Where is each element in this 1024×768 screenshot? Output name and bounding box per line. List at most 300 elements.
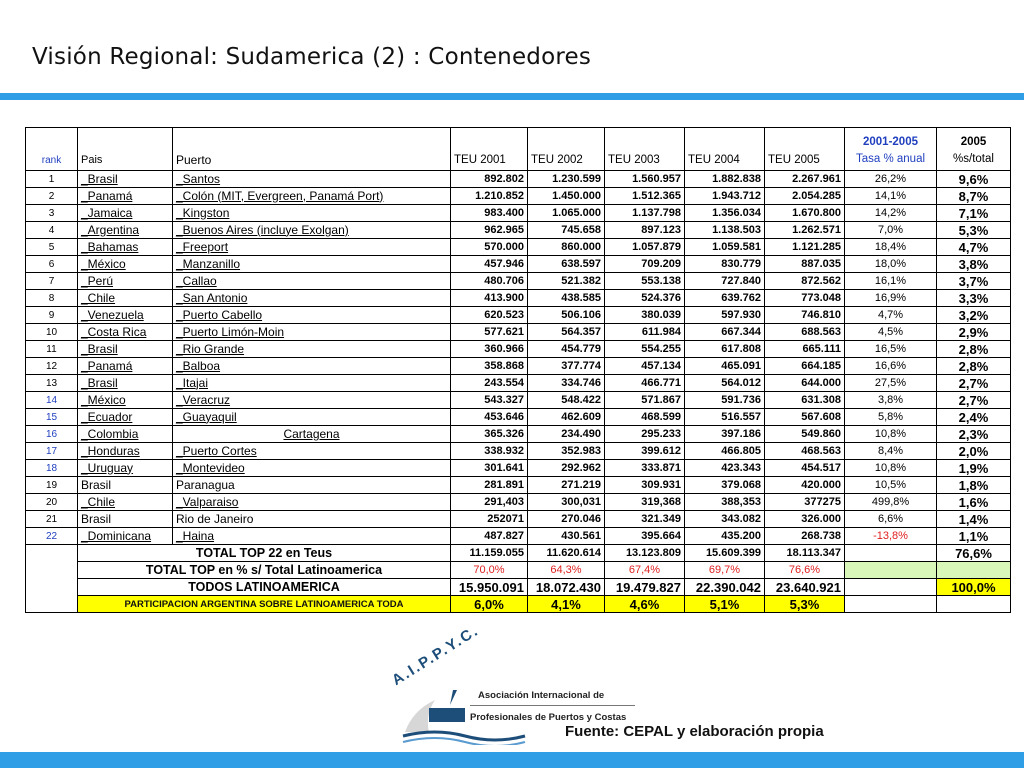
teu-2004-cell: 1.356.034 xyxy=(685,205,765,222)
port-cell: _Puerto Cortes xyxy=(173,443,451,460)
teu-2001-cell: 480.706 xyxy=(451,273,528,290)
teu-2002-cell: 1.065.000 xyxy=(528,205,605,222)
table-row xyxy=(26,477,1011,494)
header-pais: Pais xyxy=(78,128,173,171)
header-rank: rank xyxy=(26,128,78,171)
teu-2003-cell: 466.771 xyxy=(605,375,685,392)
total-latam-share: 100,0% xyxy=(937,579,1011,596)
teu-2002-cell: 352.983 xyxy=(528,443,605,460)
teu-2003-cell: 333.871 xyxy=(605,460,685,477)
growth-rate-cell: 7,0% xyxy=(845,222,937,239)
country-cell: _Honduras xyxy=(78,443,173,460)
growth-rate-cell: 18,4% xyxy=(845,239,937,256)
teu-2001-cell: 291,403 xyxy=(451,494,528,511)
teu-2002-cell: 548.422 xyxy=(528,392,605,409)
teu-2002-cell: 564.357 xyxy=(528,324,605,341)
teu-2005-cell: 773.048 xyxy=(765,290,845,307)
logo-line1: Asociación Internacional de xyxy=(478,690,605,701)
table-row xyxy=(26,290,1011,307)
header-tasa-years: 2001-2005 xyxy=(863,136,918,148)
teu-2002-cell: 270.046 xyxy=(528,511,605,528)
teu-2004-cell: 379.068 xyxy=(685,477,765,494)
growth-rate-cell: 8,4% xyxy=(845,443,937,460)
teu-2001-cell: 457.946 xyxy=(451,256,528,273)
total-latam-2004: 22.390.042 xyxy=(685,579,765,596)
total-pct-green-cell xyxy=(937,562,1011,579)
teu-2003-cell: 1.560.957 xyxy=(605,171,685,188)
rank-cell: 20 xyxy=(26,494,78,511)
teu-2002-cell: 462.609 xyxy=(528,409,605,426)
total-pct-2001: 70,0% xyxy=(451,562,528,579)
teu-2002-cell: 1.230.599 xyxy=(528,171,605,188)
port-cell: _Buenos Aires (incluye Exolgan) xyxy=(173,222,451,239)
table-row xyxy=(26,324,1011,341)
share-cell: 2,9% xyxy=(937,324,1011,341)
port-cell: _Manzanillo xyxy=(173,256,451,273)
share-cell: 2,0% xyxy=(937,443,1011,460)
teu-2005-cell: 664.185 xyxy=(765,358,845,375)
share-cell: 5,3% xyxy=(937,222,1011,239)
logo-arc-text: A.I.P.P.Y.C. xyxy=(388,621,483,689)
rank-cell: 22 xyxy=(26,528,78,545)
header-share xyxy=(937,128,1011,171)
header-teu-2001: TEU 2001 xyxy=(451,128,528,171)
teu-2005-cell: 631.308 xyxy=(765,392,845,409)
growth-rate-cell: 16,1% xyxy=(845,273,937,290)
teu-2003-cell: 399.612 xyxy=(605,443,685,460)
share-cell: 2,8% xyxy=(937,341,1011,358)
growth-rate-cell: 10,5% xyxy=(845,477,937,494)
country-cell: _Colombia xyxy=(78,426,173,443)
table-row xyxy=(26,273,1011,290)
teu-2001-cell: 983.400 xyxy=(451,205,528,222)
growth-rate-cell: 10,8% xyxy=(845,460,937,477)
total-pct-2004: 69,7% xyxy=(685,562,765,579)
teu-2003-cell: 395.664 xyxy=(605,528,685,545)
argentina-share-2004: 5,1% xyxy=(685,596,765,613)
growth-rate-cell: 26,2% xyxy=(845,171,937,188)
rank-cell: 1 xyxy=(26,171,78,188)
rank-cell: 6 xyxy=(26,256,78,273)
teu-2004-cell: 1.138.503 xyxy=(685,222,765,239)
teu-2003-cell: 1.137.798 xyxy=(605,205,685,222)
share-cell: 3,8% xyxy=(937,256,1011,273)
table-row xyxy=(26,188,1011,205)
total-latam-label: TODOS LATINOAMERICA xyxy=(78,579,451,596)
teu-2001-cell: 413.900 xyxy=(451,290,528,307)
rank-cell: 2 xyxy=(26,188,78,205)
table-row xyxy=(26,307,1011,324)
share-cell: 3,3% xyxy=(937,290,1011,307)
teu-2004-cell: 617.808 xyxy=(685,341,765,358)
teu-2003-cell: 457.134 xyxy=(605,358,685,375)
teu-2002-cell: 300,031 xyxy=(528,494,605,511)
teu-2001-cell: 281.891 xyxy=(451,477,528,494)
growth-rate-cell: 10,8% xyxy=(845,426,937,443)
teu-2005-cell: 1.262.571 xyxy=(765,222,845,239)
table-row xyxy=(26,358,1011,375)
teu-2002-cell: 860.000 xyxy=(528,239,605,256)
rank-cell: 11 xyxy=(26,341,78,358)
total-spacer xyxy=(26,579,78,596)
header-teu-2002: TEU 2002 xyxy=(528,128,605,171)
teu-2001-cell: 360.966 xyxy=(451,341,528,358)
country-cell: _Perú xyxy=(78,273,173,290)
teu-2003-cell: 309.931 xyxy=(605,477,685,494)
teu-2003-cell: 524.376 xyxy=(605,290,685,307)
teu-2001-cell: 487.827 xyxy=(451,528,528,545)
table-row xyxy=(26,443,1011,460)
rank-cell: 15 xyxy=(26,409,78,426)
country-cell: _México xyxy=(78,392,173,409)
table-row xyxy=(26,528,1011,545)
teu-2005-cell: 377275 xyxy=(765,494,845,511)
growth-rate-cell: 14,2% xyxy=(845,205,937,222)
share-cell: 3,7% xyxy=(937,273,1011,290)
rank-cell: 10 xyxy=(26,324,78,341)
share-cell: 9,6% xyxy=(937,171,1011,188)
country-cell: _Chile xyxy=(78,290,173,307)
argentina-share-total xyxy=(937,596,1011,613)
country-cell: _Uruguay xyxy=(78,460,173,477)
teu-2003-cell: 571.867 xyxy=(605,392,685,409)
teu-2004-cell: 597.930 xyxy=(685,307,765,324)
teu-2001-cell: 252071 xyxy=(451,511,528,528)
teu-2005-cell: 468.563 xyxy=(765,443,845,460)
header-teu-2005: TEU 2005 xyxy=(765,128,845,171)
teu-2001-cell: 365.326 xyxy=(451,426,528,443)
total-top22-2002: 11.620.614 xyxy=(528,545,605,562)
teu-2003-cell: 380.039 xyxy=(605,307,685,324)
port-cell: _Montevideo xyxy=(173,460,451,477)
teu-2004-cell: 516.557 xyxy=(685,409,765,426)
total-pct-2002: 64,3% xyxy=(528,562,605,579)
rank-cell: 4 xyxy=(26,222,78,239)
teu-2005-cell: 268.738 xyxy=(765,528,845,545)
total-top22-share: 76,6% xyxy=(937,545,1011,562)
total-top22-2004: 15.609.399 xyxy=(685,545,765,562)
total-spacer xyxy=(26,562,78,579)
logo-divider xyxy=(470,705,635,706)
growth-rate-cell: 3,8% xyxy=(845,392,937,409)
rank-cell: 17 xyxy=(26,443,78,460)
header-share-label: %s/total xyxy=(953,153,994,165)
table-row xyxy=(26,239,1011,256)
header-teu-2004: TEU 2004 xyxy=(685,128,765,171)
source-note: Fuente: CEPAL y elaboración propia xyxy=(565,723,824,740)
rank-cell: 13 xyxy=(26,375,78,392)
table-row xyxy=(26,341,1011,358)
table-row xyxy=(26,375,1011,392)
country-cell: _Argentina xyxy=(78,222,173,239)
country-cell: _Jamaica xyxy=(78,205,173,222)
container-ports-table xyxy=(25,127,1011,613)
growth-rate-cell: 16,5% xyxy=(845,341,937,358)
share-cell: 2,8% xyxy=(937,358,1011,375)
teu-2005-cell: 2.267.961 xyxy=(765,171,845,188)
share-cell: 1,4% xyxy=(937,511,1011,528)
teu-2001-cell: 358.868 xyxy=(451,358,528,375)
teu-2004-cell: 639.762 xyxy=(685,290,765,307)
teu-2002-cell: 454.779 xyxy=(528,341,605,358)
port-cell: _San Antonio xyxy=(173,290,451,307)
bottom-accent-bar xyxy=(0,752,1024,768)
growth-rate-cell: 16,9% xyxy=(845,290,937,307)
rank-cell: 14 xyxy=(26,392,78,409)
growth-rate-cell: 4,7% xyxy=(845,307,937,324)
rank-cell: 18 xyxy=(26,460,78,477)
header-teu-2003: TEU 2003 xyxy=(605,128,685,171)
growth-rate-cell: 5,8% xyxy=(845,409,937,426)
port-cell: _Colón (MIT, Evergreen, Panamá Port) xyxy=(173,188,451,205)
share-cell: 4,7% xyxy=(937,239,1011,256)
teu-2002-cell: 638.597 xyxy=(528,256,605,273)
rank-cell: 9 xyxy=(26,307,78,324)
teu-2003-cell: 1.512.365 xyxy=(605,188,685,205)
country-cell: _México xyxy=(78,256,173,273)
share-cell: 2,3% xyxy=(937,426,1011,443)
teu-2002-cell: 377.774 xyxy=(528,358,605,375)
table-row xyxy=(26,409,1011,426)
header-puerto: Puerto xyxy=(173,128,451,171)
table-row xyxy=(26,460,1011,477)
country-cell: _Chile xyxy=(78,494,173,511)
growth-rate-cell: 14,1% xyxy=(845,188,937,205)
share-cell: 3,2% xyxy=(937,307,1011,324)
share-cell: 2,7% xyxy=(937,392,1011,409)
teu-2002-cell: 438.585 xyxy=(528,290,605,307)
teu-2004-cell: 591.736 xyxy=(685,392,765,409)
growth-rate-cell: 4,5% xyxy=(845,324,937,341)
teu-2004-cell: 466.805 xyxy=(685,443,765,460)
total-spacer xyxy=(26,596,78,613)
teu-2004-cell: 667.344 xyxy=(685,324,765,341)
country-cell: _Panamá xyxy=(78,358,173,375)
country-cell: _Brasil xyxy=(78,375,173,392)
teu-2002-cell: 334.746 xyxy=(528,375,605,392)
header-share-year: 2005 xyxy=(960,136,987,148)
table-row xyxy=(26,222,1011,239)
total-top22-row xyxy=(26,545,1011,562)
table-row xyxy=(26,494,1011,511)
port-cell: Paranagua xyxy=(173,477,451,494)
teu-2005-cell: 2.054.285 xyxy=(765,188,845,205)
teu-2005-cell: 420.000 xyxy=(765,477,845,494)
teu-2001-cell: 962.965 xyxy=(451,222,528,239)
teu-2002-cell: 521.382 xyxy=(528,273,605,290)
port-cell: _Kingston xyxy=(173,205,451,222)
rank-cell: 5 xyxy=(26,239,78,256)
port-cell: _Puerto Limón-Moin xyxy=(173,324,451,341)
port-cell: Cartagena xyxy=(173,426,451,443)
country-cell: Brasil xyxy=(78,511,173,528)
port-cell: _Santos xyxy=(173,171,451,188)
total-top22-2003: 13.123.809 xyxy=(605,545,685,562)
teu-2002-cell: 234.490 xyxy=(528,426,605,443)
country-cell: _Venezuela xyxy=(78,307,173,324)
table-row xyxy=(26,205,1011,222)
total-top22-2001: 11.159.055 xyxy=(451,545,528,562)
teu-2004-cell: 1.882.838 xyxy=(685,171,765,188)
header-tasa-label: Tasa % anual xyxy=(855,153,926,165)
teu-2003-cell: 1.057.879 xyxy=(605,239,685,256)
argentina-share-2005: 5,3% xyxy=(765,596,845,613)
teu-2005-cell: 567.608 xyxy=(765,409,845,426)
teu-2001-cell: 1.210.852 xyxy=(451,188,528,205)
teu-2005-cell: 549.860 xyxy=(765,426,845,443)
teu-2001-cell: 543.327 xyxy=(451,392,528,409)
port-cell: _Guayaquil xyxy=(173,409,451,426)
teu-2001-cell: 892.802 xyxy=(451,171,528,188)
total-latam-2003: 19.479.827 xyxy=(605,579,685,596)
argentina-share-tasa xyxy=(845,596,937,613)
teu-2005-cell: 665.111 xyxy=(765,341,845,358)
growth-rate-cell: 27,5% xyxy=(845,375,937,392)
teu-2002-cell: 506.106 xyxy=(528,307,605,324)
teu-2003-cell: 709.209 xyxy=(605,256,685,273)
teu-2005-cell: 326.000 xyxy=(765,511,845,528)
table-header-row xyxy=(26,128,1011,171)
teu-2001-cell: 301.641 xyxy=(451,460,528,477)
teu-2004-cell: 564.012 xyxy=(685,375,765,392)
table-row xyxy=(26,171,1011,188)
teu-2004-cell: 1.059.581 xyxy=(685,239,765,256)
teu-2003-cell: 468.599 xyxy=(605,409,685,426)
share-cell: 1,9% xyxy=(937,460,1011,477)
argentina-share-2003: 4,6% xyxy=(605,596,685,613)
growth-rate-cell: -13,8% xyxy=(845,528,937,545)
port-cell: _Veracruz xyxy=(173,392,451,409)
teu-2004-cell: 1.943.712 xyxy=(685,188,765,205)
teu-2005-cell: 454.517 xyxy=(765,460,845,477)
port-cell: _Freeport xyxy=(173,239,451,256)
teu-2005-cell: 688.563 xyxy=(765,324,845,341)
country-cell: _Bahamas xyxy=(78,239,173,256)
total-latam-2005: 23.640.921 xyxy=(765,579,845,596)
logo-line2: Profesionales de Puertos y Costas xyxy=(470,712,627,723)
total-pct-2003: 67,4% xyxy=(605,562,685,579)
total-latam-2002: 18.072.430 xyxy=(528,579,605,596)
total-latam-row xyxy=(26,579,1011,596)
teu-2005-cell: 644.000 xyxy=(765,375,845,392)
teu-2004-cell: 397.186 xyxy=(685,426,765,443)
teu-2003-cell: 611.984 xyxy=(605,324,685,341)
teu-2003-cell: 321.349 xyxy=(605,511,685,528)
share-cell: 2,7% xyxy=(937,375,1011,392)
country-cell: Brasil xyxy=(78,477,173,494)
table-row xyxy=(26,511,1011,528)
country-cell: _Brasil xyxy=(78,341,173,358)
port-cell: _Callao xyxy=(173,273,451,290)
teu-2003-cell: 554.255 xyxy=(605,341,685,358)
port-cell: _Itajai xyxy=(173,375,451,392)
port-cell: Rio de Janeiro xyxy=(173,511,451,528)
rank-cell: 8 xyxy=(26,290,78,307)
total-latam-tasa xyxy=(845,579,937,596)
port-cell: _Puerto Cabello xyxy=(173,307,451,324)
teu-2002-cell: 292.962 xyxy=(528,460,605,477)
total-top22-2005: 18.113.347 xyxy=(765,545,845,562)
rank-cell: 7 xyxy=(26,273,78,290)
total-pct-green-cell xyxy=(845,562,937,579)
rank-cell: 21 xyxy=(26,511,78,528)
table-row xyxy=(26,426,1011,443)
teu-2005-cell: 1.121.285 xyxy=(765,239,845,256)
teu-2004-cell: 830.779 xyxy=(685,256,765,273)
teu-2005-cell: 1.670.800 xyxy=(765,205,845,222)
teu-2004-cell: 388,353 xyxy=(685,494,765,511)
port-cell: _Valparaiso xyxy=(173,494,451,511)
teu-2004-cell: 343.082 xyxy=(685,511,765,528)
total-top22-tasa xyxy=(845,545,937,562)
country-cell: _Panamá xyxy=(78,188,173,205)
argentina-share-label: PARTICIPACION ARGENTINA SOBRE LATINOAMERICA TODA xyxy=(78,596,451,613)
teu-2001-cell: 620.523 xyxy=(451,307,528,324)
teu-2002-cell: 271.219 xyxy=(528,477,605,494)
slide-title: Visión Regional: Sudamerica (2) : Contenedores xyxy=(32,44,592,70)
country-cell: _Costa Rica xyxy=(78,324,173,341)
table-row xyxy=(26,256,1011,273)
total-spacer xyxy=(26,545,78,562)
rank-cell: 19 xyxy=(26,477,78,494)
table-row xyxy=(26,392,1011,409)
top-accent-bar xyxy=(0,93,1024,100)
teu-2004-cell: 423.343 xyxy=(685,460,765,477)
argentina-share-2001: 6,0% xyxy=(451,596,528,613)
total-latam-2001: 15.950.091 xyxy=(451,579,528,596)
port-cell: _Rio Grande xyxy=(173,341,451,358)
header-tasa xyxy=(845,128,937,171)
rank-cell: 16 xyxy=(26,426,78,443)
growth-rate-cell: 6,6% xyxy=(845,511,937,528)
teu-2001-cell: 243.554 xyxy=(451,375,528,392)
teu-2002-cell: 745.658 xyxy=(528,222,605,239)
total-top22-label: TOTAL TOP 22 en Teus xyxy=(78,545,451,562)
share-cell: 8,7% xyxy=(937,188,1011,205)
port-cell: _Haina xyxy=(173,528,451,545)
country-cell: _Brasil xyxy=(78,171,173,188)
teu-2003-cell: 897.123 xyxy=(605,222,685,239)
rank-cell: 3 xyxy=(26,205,78,222)
teu-2003-cell: 295.233 xyxy=(605,426,685,443)
teu-2003-cell: 553.138 xyxy=(605,273,685,290)
growth-rate-cell: 18,0% xyxy=(845,256,937,273)
country-cell: _Ecuador xyxy=(78,409,173,426)
teu-2004-cell: 727.840 xyxy=(685,273,765,290)
teu-2004-cell: 435.200 xyxy=(685,528,765,545)
teu-2001-cell: 577.621 xyxy=(451,324,528,341)
rank-cell: 12 xyxy=(26,358,78,375)
argentina-share-2002: 4,1% xyxy=(528,596,605,613)
teu-2001-cell: 453.646 xyxy=(451,409,528,426)
growth-rate-cell: 499,8% xyxy=(845,494,937,511)
share-cell: 1,8% xyxy=(937,477,1011,494)
teu-2005-cell: 746.810 xyxy=(765,307,845,324)
share-cell: 7,1% xyxy=(937,205,1011,222)
port-cell: _Balboa xyxy=(173,358,451,375)
teu-2005-cell: 872.562 xyxy=(765,273,845,290)
total-pct-label: TOTAL TOP en % s/ Total Latinoamerica xyxy=(78,562,451,579)
teu-2001-cell: 338.932 xyxy=(451,443,528,460)
argentina-share-row xyxy=(26,596,1011,613)
teu-2002-cell: 1.450.000 xyxy=(528,188,605,205)
country-cell: _Dominicana xyxy=(78,528,173,545)
teu-2005-cell: 887.035 xyxy=(765,256,845,273)
total-pct-2005: 76,6% xyxy=(765,562,845,579)
share-cell: 1,1% xyxy=(937,528,1011,545)
teu-2002-cell: 430.561 xyxy=(528,528,605,545)
teu-2004-cell: 465.091 xyxy=(685,358,765,375)
